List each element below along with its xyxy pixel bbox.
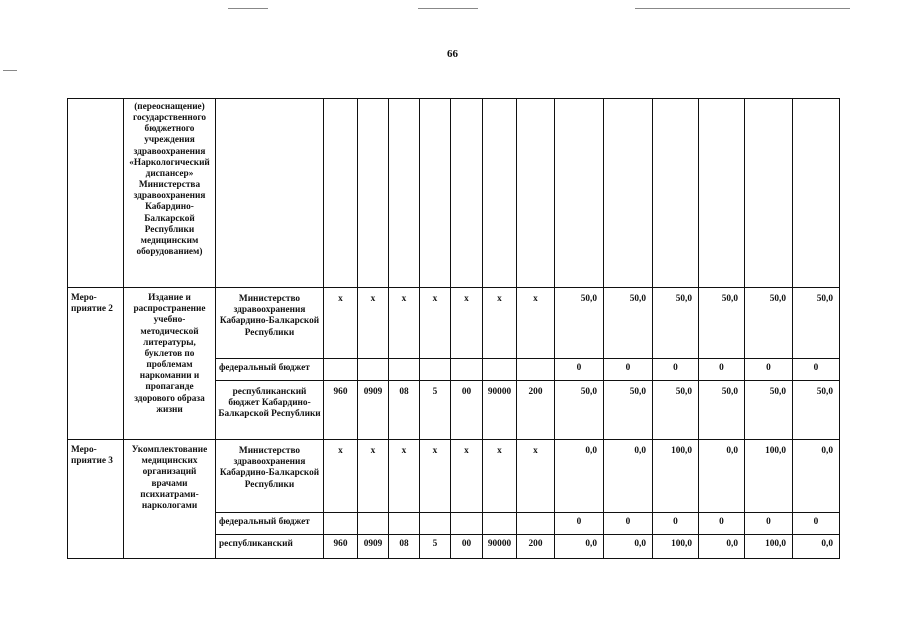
code-cell: 5 <box>420 381 451 440</box>
executor-cell: Министерство здравоохранения Кабардино-Балкарской Республики <box>216 288 324 359</box>
description-cell: Издание и распространение учебно-методической литературы, буклетов по проблемам наркомании и пропаганде здорового образа жизни <box>124 288 216 440</box>
code-cell: x <box>517 288 555 359</box>
measure-label: Меро-приятие 2 <box>68 288 124 440</box>
code-cell: x <box>517 440 555 513</box>
source-cell: республиканский <box>216 535 324 559</box>
code-cell: x <box>420 440 451 513</box>
value-cell: 0,0 <box>793 535 840 559</box>
code-cell: 0909 <box>358 381 389 440</box>
value-cell: 50,0 <box>555 381 604 440</box>
value-cell: 0,0 <box>555 440 604 513</box>
value-cell: 50,0 <box>604 381 653 440</box>
value-cell: 0,0 <box>793 440 840 513</box>
code-cell: 960 <box>324 381 358 440</box>
value-cell: 0,0 <box>699 440 745 513</box>
value-cell: 0 <box>604 513 653 535</box>
value-cell: 50,0 <box>653 288 699 359</box>
code-cell: x <box>483 440 517 513</box>
code-cell: 90000 <box>483 535 517 559</box>
source-cell: республиканский бюджет Кабардино-Балкарской Республики <box>216 381 324 440</box>
code-cell: 90000 <box>483 381 517 440</box>
code-cell: x <box>451 288 483 359</box>
value-cell: 50,0 <box>793 288 840 359</box>
value-cell: 0 <box>653 513 699 535</box>
code-cell: 00 <box>451 535 483 559</box>
code-cell: x <box>389 440 420 513</box>
value-cell: 50,0 <box>699 288 745 359</box>
code-cell: x <box>324 288 358 359</box>
value-cell: 50,0 <box>793 381 840 440</box>
value-cell: 0,0 <box>699 535 745 559</box>
code-cell: 200 <box>517 535 555 559</box>
code-cell: 00 <box>451 381 483 440</box>
code-cell: x <box>358 288 389 359</box>
code-cell: x <box>451 440 483 513</box>
value-cell: 0 <box>555 359 604 381</box>
value-cell: 0 <box>604 359 653 381</box>
page-number: 66 <box>447 48 458 60</box>
value-cell: 0 <box>699 513 745 535</box>
measure-cell <box>68 99 124 288</box>
description-cell: (переоснащение) государственного бюджетного учреждения здравоохранения «Наркологический диспансер» Министерства здравоохранения Кабардино-Балкарской Республики медицинским оборудованием) <box>124 99 216 288</box>
executor-cell <box>216 99 324 288</box>
measure-label: Меро-приятие 3 <box>68 440 124 559</box>
value-cell: 0 <box>699 359 745 381</box>
executor-cell: Министерство здравоохранения Кабардино-Балкарской Республики <box>216 440 324 513</box>
scan-line <box>228 8 268 9</box>
scan-line <box>3 70 17 71</box>
code-cell: x <box>324 440 358 513</box>
code-cell: 08 <box>389 381 420 440</box>
value-cell: 50,0 <box>604 288 653 359</box>
value-cell: 0,0 <box>604 440 653 513</box>
code-cell: 200 <box>517 381 555 440</box>
value-cell: 0 <box>745 359 793 381</box>
source-cell: федеральный бюджет <box>216 513 324 535</box>
table-row <box>68 440 840 513</box>
value-cell: 0 <box>745 513 793 535</box>
code-cell: 0909 <box>358 535 389 559</box>
value-cell: 50,0 <box>745 381 793 440</box>
scan-line <box>418 8 478 9</box>
value-cell: 50,0 <box>745 288 793 359</box>
table-row <box>68 99 840 288</box>
value-cell: 100,0 <box>745 440 793 513</box>
scan-line <box>635 8 850 9</box>
value-cell: 0,0 <box>604 535 653 559</box>
value-cell: 0 <box>555 513 604 535</box>
value-cell: 0,0 <box>555 535 604 559</box>
code-cell: 08 <box>389 535 420 559</box>
value-cell: 50,0 <box>653 381 699 440</box>
value-cell: 50,0 <box>555 288 604 359</box>
code-cell: x <box>389 288 420 359</box>
description-cell: Укомплектование медицинских организаций врачами психиатрами-наркологами <box>124 440 216 559</box>
code-cell: x <box>420 288 451 359</box>
value-cell: 0 <box>793 359 840 381</box>
code-cell: 960 <box>324 535 358 559</box>
code-cell: x <box>358 440 389 513</box>
value-cell: 0 <box>653 359 699 381</box>
value-cell: 100,0 <box>653 535 699 559</box>
value-cell: 100,0 <box>745 535 793 559</box>
budget-table <box>67 98 840 559</box>
value-cell: 100,0 <box>653 440 699 513</box>
value-cell: 50,0 <box>699 381 745 440</box>
code-cell: x <box>483 288 517 359</box>
source-cell: федеральный бюджет <box>216 359 324 381</box>
value-cell: 0 <box>793 513 840 535</box>
code-cell: 5 <box>420 535 451 559</box>
table-row <box>68 288 840 359</box>
